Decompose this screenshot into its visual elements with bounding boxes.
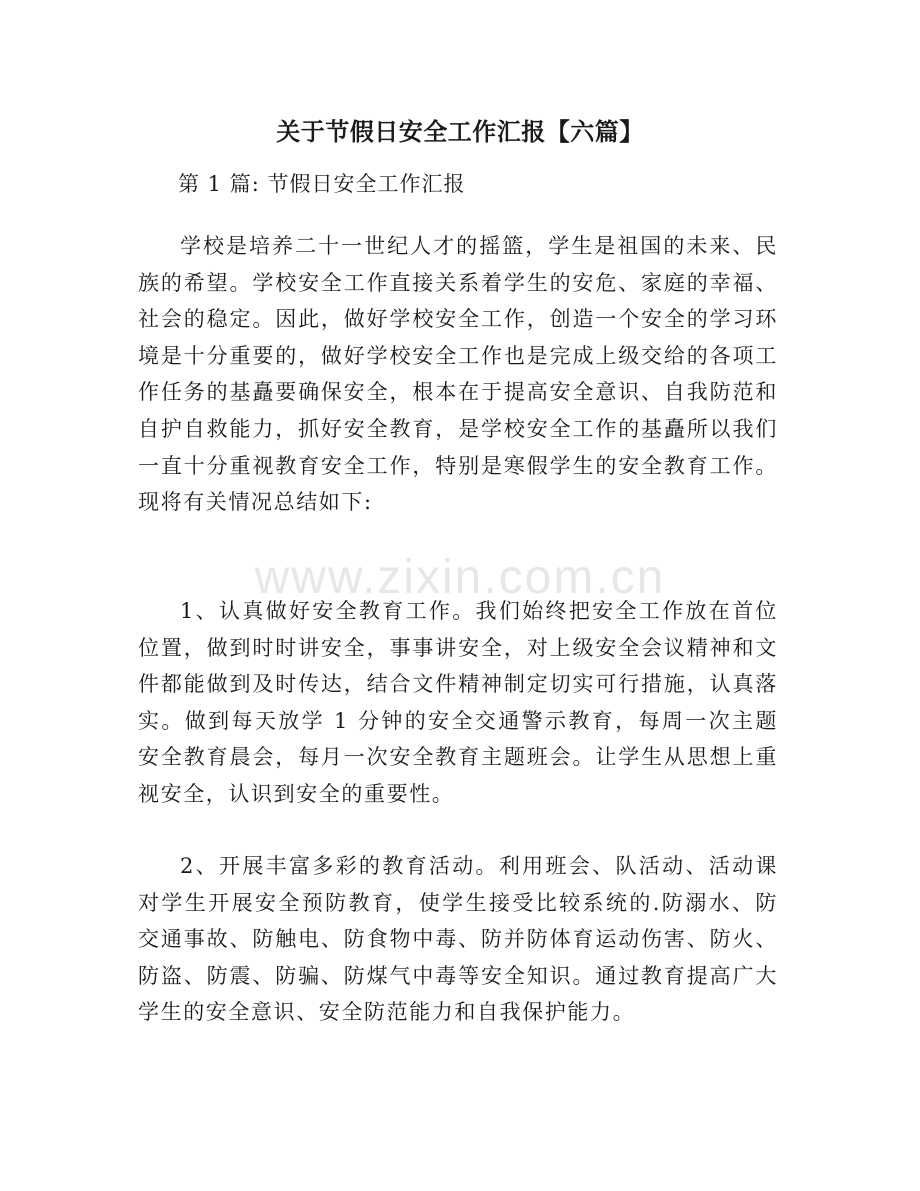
paragraph-item-1: 1、认真做好安全教育工作。我们始终把安全工作放在首位位置，做到时时讲安全，事事讲安全，对上级安全会议精神和文件都能做到及时传达，结合文件精神制定切实可行措施，认真落实。做到每天放学 1 分钟的安全交通警示教育，每周一次主题安全教育晨会，每月一次安全教育主题班会。让学生从思想上重视安全，认识到安全的重要性。	[138, 599, 778, 806]
section-heading: 第 1 篇: 节假日安全工作汇报	[178, 172, 466, 196]
document-title: 关于节假日安全工作汇报【六篇】	[276, 117, 644, 146]
watermark: www.zixin.com.cn	[254, 551, 666, 604]
paragraph-intro: 学校是培养二十一世纪人才的摇篮，学生是祖国的未来、民族的希望。学校安全工作直接关系着学生的安危、家庭的幸福、社会的稳定。因此，做好学校安全工作，创造一个安全的学习环境是十分重要的，做好学校安全工作也是完成上级交给的各项工作任务的基矗要确保安全，根本在于提高安全意识、自我防范和自护自救能力，抓好安全教育，是学校安全工作的基矗所以我们一直十分重视教育安全工作，特别是寒假学生的安全教育工作。现将有关情况总结如下:	[138, 234, 778, 515]
paragraph-item-2: 2、开展丰富多彩的教育活动。利用班会、队活动、活动课对学生开展安全预防教育，使学生接受比较系统的.防溺水、防交通事故、防触电、防食物中毒、防并防体育运动伤害、防火、防盗、防震、防骗、防煤气中毒等安全知识。通过教育提高广大学生的安全意识、安全防范能力和自我保护能力。	[138, 854, 778, 1025]
